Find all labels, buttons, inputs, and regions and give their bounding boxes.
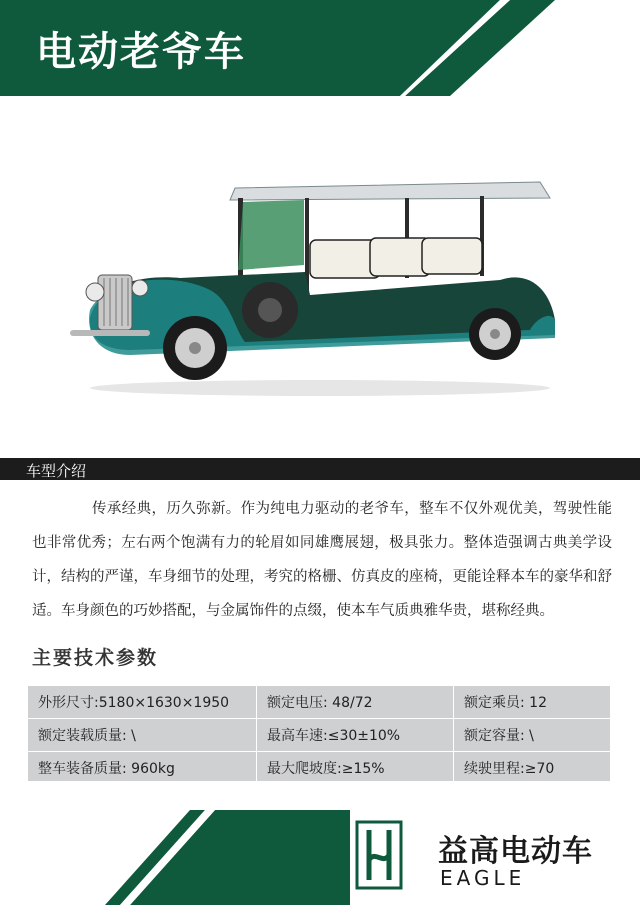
brand-name-en: EAGLE <box>440 866 526 890</box>
spec-cell: 整车装备质量: 960kg <box>28 752 257 785</box>
intro-paragraph: 传承经典，历久弥新。作为纯电力驱动的老爷车，整车不仅外观优美，驾驶性能也非常优秀；左右两个饱满有力的轮眉如同雄鹰展翅，极具张力。整体造强调古典美学设计，结构的严谨，车身细节的处理，考究的格栅、仿真皮的座椅，更能诠释本车的豪华和舒适。车身颜色的巧妙搭配，与金属饰件的点缀，使本车气质典雅华贵，堪称经典。 <box>32 501 612 619</box>
spec-cell: 额定电压: 48/72 <box>257 686 454 719</box>
spec-cell: 额定装载质量: \ <box>28 719 257 752</box>
page-title: 电动老爷车 <box>36 29 246 75</box>
section-header-bar <box>0 458 640 480</box>
spec-cell: 最大爬坡度:≥15% <box>257 752 454 785</box>
table-row <box>28 686 611 719</box>
spec-cell: 外形尺寸:5180×1630×1950 <box>28 686 257 719</box>
table-row <box>28 719 611 752</box>
eagle-logo-icon <box>355 820 403 890</box>
brand-name-cn: 益高电动车 <box>438 834 593 869</box>
spec-cell: 额定容量: \ <box>454 719 611 752</box>
table-row <box>28 752 611 785</box>
section-label: 车型介绍 <box>26 462 87 480</box>
specs-table <box>27 685 611 781</box>
spec-cell: 续驶里程:≥70 <box>454 752 611 785</box>
specs-title: 主要技术参数 <box>32 647 159 669</box>
vintage-car-image <box>60 160 570 400</box>
spec-cell: 额定乘员: 12 <box>454 686 611 719</box>
header-banner <box>0 0 640 96</box>
spec-cell: 最高车速:≤30±10% <box>257 719 454 752</box>
